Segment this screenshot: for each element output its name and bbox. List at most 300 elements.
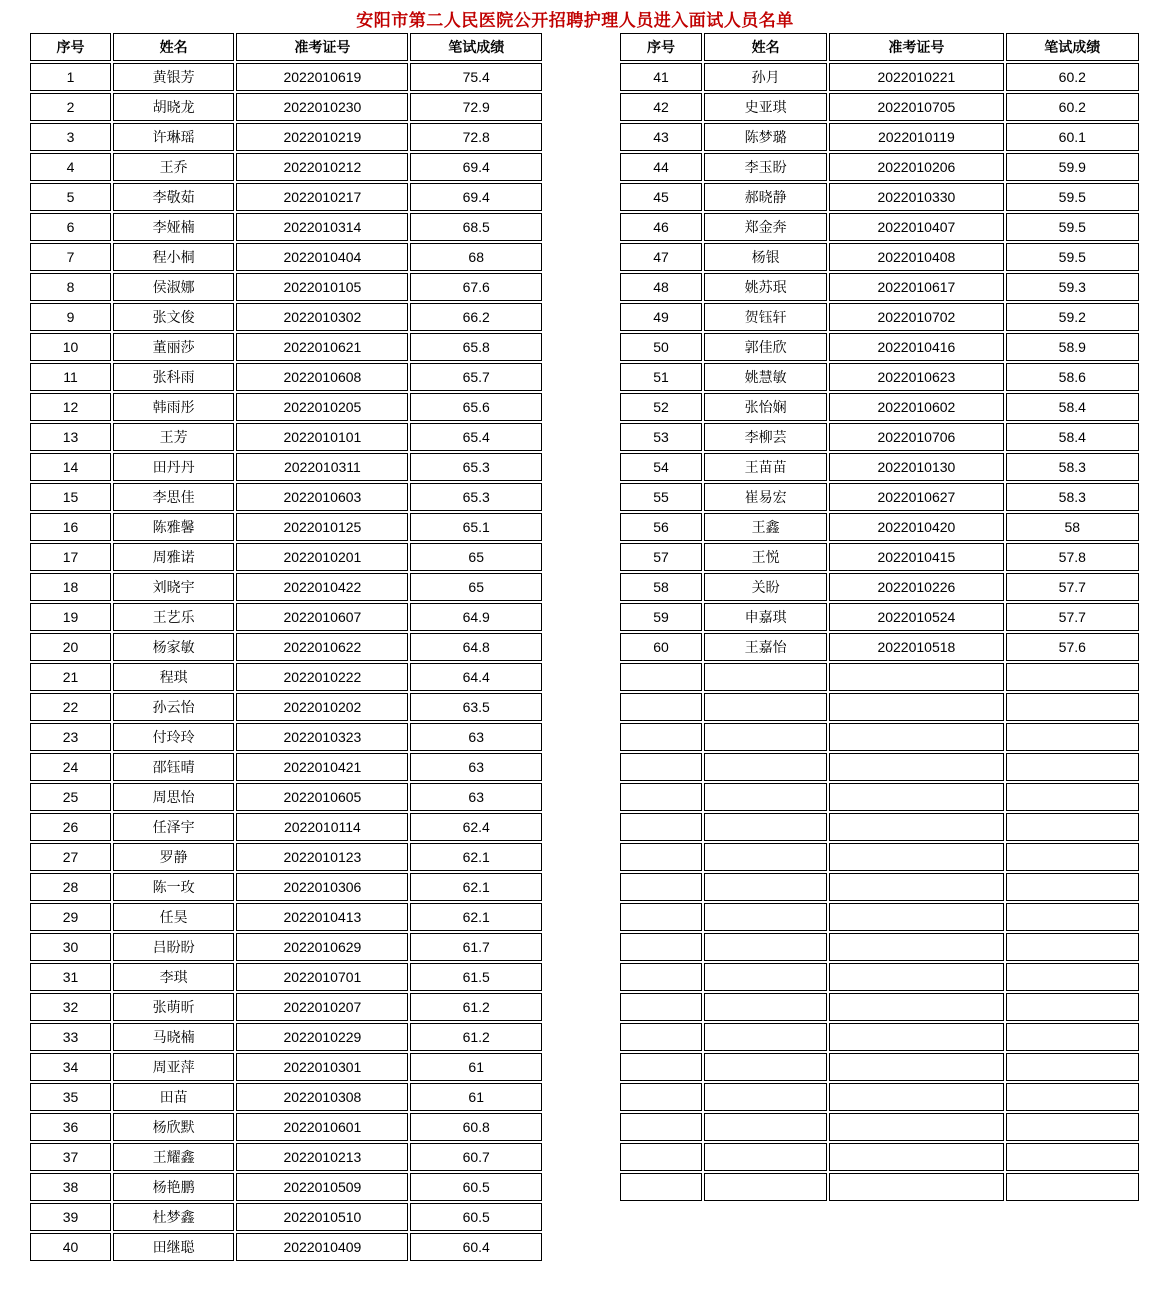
name-cell: 罗静 <box>113 843 234 871</box>
table-row <box>30 123 542 151</box>
ticket-number-cell: 2022010701 <box>236 963 408 991</box>
seq-cell: 32 <box>30 993 111 1021</box>
empty-cell <box>829 693 1003 721</box>
empty-cell <box>704 1083 827 1111</box>
table-row <box>30 153 542 181</box>
empty-row <box>620 1143 1139 1171</box>
table-row <box>30 423 542 451</box>
ticket-number-cell: 2022010510 <box>236 1203 408 1231</box>
ticket-number-cell: 2022010101 <box>236 423 408 451</box>
name-cell: 陈雅馨 <box>113 513 234 541</box>
score-cell: 60.5 <box>410 1173 542 1201</box>
empty-cell <box>620 963 702 991</box>
seq-cell: 56 <box>620 513 702 541</box>
name-cell: 张文俊 <box>113 303 234 331</box>
name-cell: 史亚琪 <box>704 93 827 121</box>
ticket-number-cell: 2022010524 <box>829 603 1003 631</box>
score-cell: 58.4 <box>1006 423 1139 451</box>
name-cell: 李琪 <box>113 963 234 991</box>
column-header: 姓名 <box>113 33 234 61</box>
table-row <box>30 333 542 361</box>
empty-row <box>620 1023 1139 1051</box>
seq-cell: 33 <box>30 1023 111 1051</box>
score-cell: 67.6 <box>410 273 542 301</box>
seq-cell: 4 <box>30 153 111 181</box>
name-cell: 张萌昕 <box>113 993 234 1021</box>
empty-cell <box>829 813 1003 841</box>
score-cell: 59.3 <box>1006 273 1139 301</box>
seq-cell: 26 <box>30 813 111 841</box>
ticket-number-cell: 2022010306 <box>236 873 408 901</box>
name-cell: 关盼 <box>704 573 827 601</box>
empty-cell <box>620 993 702 1021</box>
candidate-table-right <box>618 31 1141 1203</box>
seq-cell: 51 <box>620 363 702 391</box>
ticket-number-cell: 2022010314 <box>236 213 408 241</box>
empty-cell <box>704 723 827 751</box>
ticket-number-cell: 2022010601 <box>236 1113 408 1141</box>
name-cell: 田继聪 <box>113 1233 234 1261</box>
empty-row <box>620 963 1139 991</box>
table-row <box>30 273 542 301</box>
name-cell: 田苗 <box>113 1083 234 1111</box>
empty-cell <box>620 663 702 691</box>
table-row <box>620 603 1139 631</box>
ticket-number-cell: 2022010617 <box>829 273 1003 301</box>
empty-cell <box>1006 1143 1139 1171</box>
score-cell: 59.9 <box>1006 153 1139 181</box>
empty-cell <box>829 1023 1003 1051</box>
empty-cell <box>1006 1083 1139 1111</box>
seq-cell: 21 <box>30 663 111 691</box>
ticket-number-cell: 2022010602 <box>829 393 1003 421</box>
empty-cell <box>829 933 1003 961</box>
ticket-number-cell: 2022010202 <box>236 693 408 721</box>
empty-cell <box>1006 663 1139 691</box>
empty-cell <box>620 1113 702 1141</box>
score-cell: 60.4 <box>410 1233 542 1261</box>
empty-cell <box>1006 933 1139 961</box>
empty-cell <box>829 873 1003 901</box>
seq-cell: 20 <box>30 633 111 661</box>
seq-cell: 17 <box>30 543 111 571</box>
page-title: 安阳市第二人民医院公开招聘护理人员进入面试人员名单 <box>356 11 794 30</box>
empty-cell <box>1006 783 1139 811</box>
name-cell: 姚苏珉 <box>704 273 827 301</box>
score-cell: 58.3 <box>1006 453 1139 481</box>
empty-cell <box>704 903 827 931</box>
table-row <box>620 393 1139 421</box>
name-cell: 李柳芸 <box>704 423 827 451</box>
empty-cell <box>829 963 1003 991</box>
empty-cell <box>620 1083 702 1111</box>
table-row <box>30 903 542 931</box>
name-cell: 周思怡 <box>113 783 234 811</box>
empty-row <box>620 1053 1139 1081</box>
empty-cell <box>829 903 1003 931</box>
seq-cell: 7 <box>30 243 111 271</box>
empty-cell <box>620 1023 702 1051</box>
ticket-number-cell: 2022010627 <box>829 483 1003 511</box>
name-cell: 付玲玲 <box>113 723 234 751</box>
table-row <box>620 123 1139 151</box>
score-cell: 63.5 <box>410 693 542 721</box>
ticket-number-cell: 2022010212 <box>236 153 408 181</box>
score-cell: 58.6 <box>1006 363 1139 391</box>
score-cell: 62.1 <box>410 843 542 871</box>
score-cell: 63 <box>410 753 542 781</box>
empty-row <box>620 843 1139 871</box>
table-row <box>620 543 1139 571</box>
empty-cell <box>829 663 1003 691</box>
ticket-number-cell: 2022010201 <box>236 543 408 571</box>
empty-cell <box>704 843 827 871</box>
table-row <box>620 273 1139 301</box>
empty-cell <box>1006 903 1139 931</box>
name-cell: 杨艳鹏 <box>113 1173 234 1201</box>
seq-cell: 48 <box>620 273 702 301</box>
table-row <box>30 393 542 421</box>
score-cell: 63 <box>410 723 542 751</box>
ticket-number-cell: 2022010702 <box>829 303 1003 331</box>
table-row <box>30 1023 542 1051</box>
table-row <box>30 843 542 871</box>
seq-cell: 39 <box>30 1203 111 1231</box>
ticket-number-cell: 2022010213 <box>236 1143 408 1171</box>
score-cell: 58 <box>1006 513 1139 541</box>
column-header: 序号 <box>620 33 702 61</box>
ticket-number-cell: 2022010408 <box>829 243 1003 271</box>
seq-cell: 6 <box>30 213 111 241</box>
table-body <box>620 63 1139 1201</box>
seq-cell: 13 <box>30 423 111 451</box>
empty-cell <box>620 1173 702 1201</box>
table-row <box>620 183 1139 211</box>
empty-cell <box>1006 843 1139 871</box>
ticket-number-cell: 2022010301 <box>236 1053 408 1081</box>
score-cell: 72.8 <box>410 123 542 151</box>
ticket-number-cell: 2022010105 <box>236 273 408 301</box>
empty-cell <box>829 843 1003 871</box>
table-row <box>30 1203 542 1231</box>
empty-cell <box>620 813 702 841</box>
score-cell: 58.3 <box>1006 483 1139 511</box>
ticket-number-cell: 2022010404 <box>236 243 408 271</box>
table-row <box>30 63 542 91</box>
table-row <box>30 753 542 781</box>
empty-row <box>620 1173 1139 1201</box>
name-cell: 李敬茹 <box>113 183 234 211</box>
ticket-number-cell: 2022010608 <box>236 363 408 391</box>
table-row <box>620 63 1139 91</box>
seq-cell: 60 <box>620 633 702 661</box>
seq-cell: 55 <box>620 483 702 511</box>
ticket-number-cell: 2022010125 <box>236 513 408 541</box>
score-cell: 57.7 <box>1006 603 1139 631</box>
seq-cell: 23 <box>30 723 111 751</box>
empty-cell <box>620 873 702 901</box>
table-row <box>620 633 1139 661</box>
empty-cell <box>1006 723 1139 751</box>
seq-cell: 34 <box>30 1053 111 1081</box>
table-row <box>30 633 542 661</box>
empty-cell <box>704 663 827 691</box>
ticket-number-cell: 2022010509 <box>236 1173 408 1201</box>
column-header: 准考证号 <box>236 33 408 61</box>
name-cell: 孙云怡 <box>113 693 234 721</box>
score-cell: 58.9 <box>1006 333 1139 361</box>
header-row <box>30 33 542 61</box>
table-row <box>620 333 1139 361</box>
name-cell: 周雅诺 <box>113 543 234 571</box>
score-cell: 60.2 <box>1006 63 1139 91</box>
empty-cell <box>1006 963 1139 991</box>
empty-cell <box>1006 1023 1139 1051</box>
name-cell: 李玉盼 <box>704 153 827 181</box>
table-row <box>30 513 542 541</box>
empty-cell <box>1006 753 1139 781</box>
empty-cell <box>620 843 702 871</box>
seq-cell: 36 <box>30 1113 111 1141</box>
table-row <box>30 213 542 241</box>
ticket-number-cell: 2022010205 <box>236 393 408 421</box>
score-cell: 59.2 <box>1006 303 1139 331</box>
ticket-number-cell: 2022010114 <box>236 813 408 841</box>
seq-cell: 38 <box>30 1173 111 1201</box>
seq-cell: 28 <box>30 873 111 901</box>
ticket-number-cell: 2022010311 <box>236 453 408 481</box>
empty-cell <box>620 933 702 961</box>
table-row <box>30 243 542 271</box>
ticket-number-cell: 2022010705 <box>829 93 1003 121</box>
ticket-number-cell: 2022010230 <box>236 93 408 121</box>
name-cell: 董丽莎 <box>113 333 234 361</box>
ticket-number-cell: 2022010706 <box>829 423 1003 451</box>
ticket-number-cell: 2022010415 <box>829 543 1003 571</box>
empty-cell <box>620 1053 702 1081</box>
empty-cell <box>1006 1173 1139 1201</box>
ticket-number-cell: 2022010123 <box>236 843 408 871</box>
empty-cell <box>829 1053 1003 1081</box>
column-header: 笔试成绩 <box>410 33 542 61</box>
empty-cell <box>704 1053 827 1081</box>
seq-cell: 59 <box>620 603 702 631</box>
name-cell: 王悦 <box>704 543 827 571</box>
seq-cell: 14 <box>30 453 111 481</box>
name-cell: 崔易宏 <box>704 483 827 511</box>
score-cell: 61 <box>410 1053 542 1081</box>
empty-cell <box>704 1113 827 1141</box>
empty-cell <box>1006 873 1139 901</box>
score-cell: 59.5 <box>1006 213 1139 241</box>
score-cell: 69.4 <box>410 183 542 211</box>
name-cell: 王苗苗 <box>704 453 827 481</box>
score-cell: 60.8 <box>410 1113 542 1141</box>
seq-cell: 16 <box>30 513 111 541</box>
empty-row <box>620 783 1139 811</box>
score-cell: 61.5 <box>410 963 542 991</box>
seq-cell: 8 <box>30 273 111 301</box>
score-cell: 59.5 <box>1006 243 1139 271</box>
ticket-number-cell: 2022010518 <box>829 633 1003 661</box>
table-body <box>30 63 542 1261</box>
empty-row <box>620 663 1139 691</box>
name-cell: 张怡娴 <box>704 393 827 421</box>
score-cell: 64.8 <box>410 633 542 661</box>
name-cell: 杨家敏 <box>113 633 234 661</box>
empty-cell <box>704 783 827 811</box>
name-cell: 李思佳 <box>113 483 234 511</box>
ticket-number-cell: 2022010407 <box>829 213 1003 241</box>
empty-cell <box>620 783 702 811</box>
header-row <box>620 33 1139 61</box>
score-cell: 65 <box>410 543 542 571</box>
table-row <box>30 1233 542 1261</box>
score-cell: 61.2 <box>410 993 542 1021</box>
score-cell: 62.1 <box>410 903 542 931</box>
name-cell: 杜梦鑫 <box>113 1203 234 1231</box>
name-cell: 田丹丹 <box>113 453 234 481</box>
table-row <box>30 483 542 511</box>
empty-cell <box>1006 993 1139 1021</box>
ticket-number-cell: 2022010422 <box>236 573 408 601</box>
ticket-number-cell: 2022010219 <box>236 123 408 151</box>
name-cell: 郝晓静 <box>704 183 827 211</box>
score-cell: 61.7 <box>410 933 542 961</box>
table-row <box>30 543 542 571</box>
score-cell: 72.9 <box>410 93 542 121</box>
empty-row <box>620 1083 1139 1111</box>
score-cell: 69.4 <box>410 153 542 181</box>
empty-row <box>620 693 1139 721</box>
ticket-number-cell: 2022010302 <box>236 303 408 331</box>
table-row <box>30 363 542 391</box>
table-row <box>30 1113 542 1141</box>
seq-cell: 24 <box>30 753 111 781</box>
seq-cell: 3 <box>30 123 111 151</box>
empty-row <box>620 1113 1139 1141</box>
empty-cell <box>1006 693 1139 721</box>
ticket-number-cell: 2022010308 <box>236 1083 408 1111</box>
name-cell: 孙月 <box>704 63 827 91</box>
seq-cell: 52 <box>620 393 702 421</box>
empty-cell <box>829 1173 1003 1201</box>
ticket-number-cell: 2022010226 <box>829 573 1003 601</box>
empty-cell <box>1006 813 1139 841</box>
score-cell: 60.7 <box>410 1143 542 1171</box>
table-row <box>30 873 542 901</box>
score-cell: 66.2 <box>410 303 542 331</box>
ticket-number-cell: 2022010416 <box>829 333 1003 361</box>
name-cell: 马晓楠 <box>113 1023 234 1051</box>
empty-cell <box>704 1023 827 1051</box>
table-row <box>30 1083 542 1111</box>
name-cell: 郭佳欣 <box>704 333 827 361</box>
ticket-number-cell: 2022010421 <box>236 753 408 781</box>
score-cell: 65 <box>410 573 542 601</box>
ticket-number-cell: 2022010207 <box>236 993 408 1021</box>
seq-cell: 57 <box>620 543 702 571</box>
score-cell: 60.2 <box>1006 93 1139 121</box>
name-cell: 杨欣默 <box>113 1113 234 1141</box>
seq-cell: 27 <box>30 843 111 871</box>
score-cell: 58.4 <box>1006 393 1139 421</box>
empty-row <box>620 903 1139 931</box>
seq-cell: 29 <box>30 903 111 931</box>
table-row <box>620 243 1139 271</box>
seq-cell: 15 <box>30 483 111 511</box>
column-header: 笔试成绩 <box>1006 33 1139 61</box>
score-cell: 64.9 <box>410 603 542 631</box>
table-row <box>620 483 1139 511</box>
empty-cell <box>829 1113 1003 1141</box>
seq-cell: 10 <box>30 333 111 361</box>
seq-cell: 43 <box>620 123 702 151</box>
empty-cell <box>704 813 827 841</box>
name-cell: 王嘉怡 <box>704 633 827 661</box>
empty-cell <box>620 723 702 751</box>
seq-cell: 2 <box>30 93 111 121</box>
ticket-number-cell: 2022010629 <box>236 933 408 961</box>
seq-cell: 19 <box>30 603 111 631</box>
score-cell: 65.7 <box>410 363 542 391</box>
score-cell: 65.1 <box>410 513 542 541</box>
table-row <box>30 573 542 601</box>
ticket-number-cell: 2022010229 <box>236 1023 408 1051</box>
table-row <box>620 363 1139 391</box>
empty-cell <box>704 1143 827 1171</box>
table-row <box>30 663 542 691</box>
table-row <box>30 1173 542 1201</box>
empty-row <box>620 723 1139 751</box>
seq-cell: 45 <box>620 183 702 211</box>
seq-cell: 25 <box>30 783 111 811</box>
empty-cell <box>620 1143 702 1171</box>
score-cell: 68 <box>410 243 542 271</box>
ticket-number-cell: 2022010420 <box>829 513 1003 541</box>
seq-cell: 18 <box>30 573 111 601</box>
name-cell: 任昊 <box>113 903 234 931</box>
table-row <box>620 423 1139 451</box>
name-cell: 韩雨彤 <box>113 393 234 421</box>
table-row <box>30 933 542 961</box>
score-cell: 75.4 <box>410 63 542 91</box>
name-cell: 张科雨 <box>113 363 234 391</box>
name-cell: 杨银 <box>704 243 827 271</box>
score-cell: 64.4 <box>410 663 542 691</box>
seq-cell: 50 <box>620 333 702 361</box>
ticket-number-cell: 2022010619 <box>236 63 408 91</box>
name-cell: 周亚萍 <box>113 1053 234 1081</box>
empty-row <box>620 933 1139 961</box>
empty-cell <box>1006 1113 1139 1141</box>
table-row <box>620 453 1139 481</box>
column-header: 序号 <box>30 33 111 61</box>
table-row <box>620 573 1139 601</box>
seq-cell: 30 <box>30 933 111 961</box>
empty-cell <box>1006 1053 1139 1081</box>
seq-cell: 41 <box>620 63 702 91</box>
seq-cell: 54 <box>620 453 702 481</box>
score-cell: 62.4 <box>410 813 542 841</box>
table-row <box>30 963 542 991</box>
name-cell: 刘晓宇 <box>113 573 234 601</box>
empty-cell <box>620 693 702 721</box>
ticket-number-cell: 2022010621 <box>236 333 408 361</box>
score-cell: 65.4 <box>410 423 542 451</box>
table-row <box>30 993 542 1021</box>
table-header <box>620 33 1139 61</box>
